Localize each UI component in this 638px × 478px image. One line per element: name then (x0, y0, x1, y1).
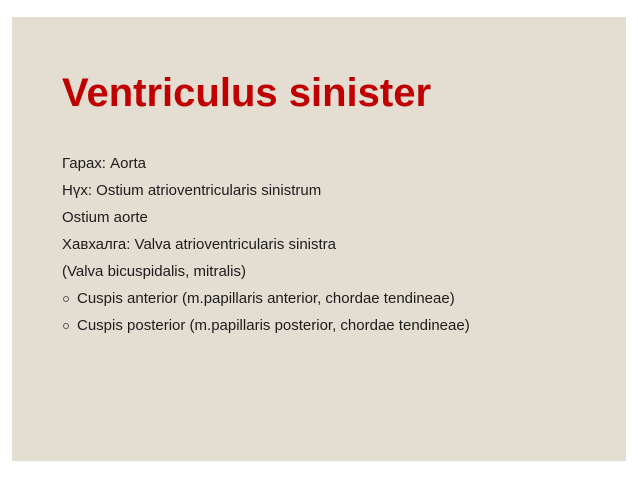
bullet-icon (63, 323, 69, 329)
text-line-ostium-aorte: Ostium aorte (62, 209, 148, 226)
bullet-item-cuspis-anterior (62, 285, 470, 312)
slide-body (62, 150, 470, 339)
slide (12, 17, 626, 461)
text-line-valve: Хавхалга: Valva atrioventricularis sinistra (62, 236, 337, 253)
bullet-icon (63, 296, 69, 302)
bullet-item-cuspis-posterior (62, 312, 470, 339)
bullet-text: Cuspis posterior (m.papillaris posterior, chordae tendineae) (77, 317, 470, 334)
slide-title: Ventriculus sinister (62, 71, 432, 115)
text-line-valve-alias: (Valva bicuspidalis, mitralis) (62, 263, 246, 280)
bullet-text: Cuspis anterior (m.papillaris anterior, chordae tendineae) (77, 290, 455, 307)
text-line-exit: Гарах: Aorta (62, 155, 146, 172)
text-line-opening: Нүх: Ostium atrioventricularis sinistrum (62, 182, 322, 199)
